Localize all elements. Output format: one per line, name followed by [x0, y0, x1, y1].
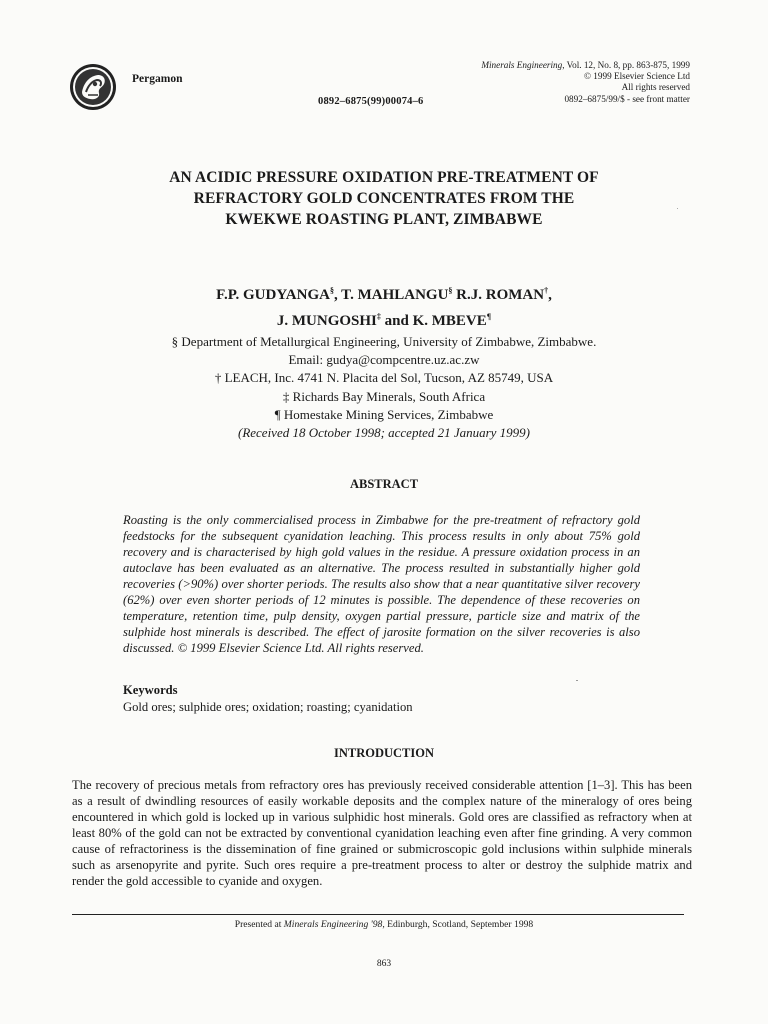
- title-line-2: REFRACTORY GOLD CONCENTRATES FROM THE: [193, 190, 575, 207]
- footnote-divider: [72, 914, 684, 915]
- article-doi: 0892–6875(99)00074–6: [318, 96, 424, 107]
- affiliation-line: § Department of Metallurgical Engineering, University of Zimbabwe, Zimbabwe.: [171, 334, 597, 349]
- issn-line: 0892–6875/99/$ - see front matter: [564, 93, 690, 104]
- abstract-text: Roasting is the only commercialised process in Zimbabwe for the pre-treatment of refractory gold feedstocks for the subsequent cyanidation leaching. This process results in only about 75% gold recovery and is characterised by high gold values in the residue. A pressure oxidation process in an autoclave has been evaluated as an alternative. The process resulted in substantially higher gold recoveries (>90%) over shorter periods. The results also show that a near quantitative silver recovery (62%) over even shorter periods of 12 minutes is possible. The dependence of these recoveries on temperature, retention time, pulp density, oxygen partial pressure, particle size and matrix of the sulphide host minerals is described. The effect of jarosite formation on the silver recoveries is also discussed. © 1999 Elsevier Science Ltd. All rights reserved.: [123, 513, 640, 655]
- authors-line-1: [0, 280, 768, 306]
- keywords-heading: Keywords: [123, 683, 178, 697]
- author-name: J. MUNGOSHI: [276, 313, 377, 329]
- author-name: , T. MAHLANGU: [333, 287, 449, 303]
- footnote-conference: Minerals Engineering '98: [283, 919, 383, 930]
- journal-name: Minerals Engineering: [481, 60, 563, 70]
- introduction-heading: INTRODUCTION: [333, 746, 434, 760]
- author-mark: †: [544, 286, 549, 295]
- publisher-name: Pergamon: [132, 73, 183, 85]
- journal-citation: [481, 60, 690, 71]
- footnote: [0, 919, 768, 930]
- title-line-1: AN ACIDIC PRESSURE OXIDATION PRE-TREATMENT OF: [169, 169, 599, 186]
- author-name: F.P. GUDYANGA: [216, 287, 330, 303]
- abstract-heading: ABSTRACT: [349, 477, 419, 491]
- email-line: Email: gudya@compcentre.uz.ac.zw: [288, 352, 480, 368]
- journal-volume: , Vol. 12, No. 8, pp. 863-875, 1999: [562, 60, 690, 70]
- author-list: [0, 280, 768, 332]
- author-name: R.J. ROMAN: [452, 287, 545, 303]
- author-mark: §: [448, 286, 453, 295]
- journal-info: [481, 60, 690, 105]
- scan-speck: [576, 680, 578, 681]
- footnote-suffix: , Edinburgh, Scotland, September 1998: [382, 919, 534, 930]
- author-mark: ¶: [486, 312, 492, 321]
- author-separator: ,: [548, 287, 552, 303]
- author-name: and K. MBEVE: [380, 313, 487, 329]
- affiliation-line: † LEACH, Inc. 4741 N. Placita del Sol, Tucson, AZ 85749, USA: [214, 370, 554, 386]
- introduction-text: The recovery of precious metals from refractory ores has previously received considerable attention [1–3]. This has been as a result of dwindling resources of easily workable deposits and the complex nature of the mineralogy of ores being encountered in which gold is locked up in various sulphidic host minerals. Gold ores are classified as refractory when at least 80% of the gold can not be extracted by conventional cyanidation leaching even after fine grinding. A very common cause of refractoriness is the dissemination of fine grained or submicroscopic gold inclusions within sulphide minerals such as arsenopyrite and pyrite. Such ores require a pre-treatment process to alter or destroy the sulphide matrix and render the gold accessible to cyanide and oxygen.: [72, 778, 692, 888]
- keywords-list: Gold ores; sulphide ores; oxidation; roasting; cyanidation: [123, 700, 413, 714]
- affiliation-line: ‡ Richards Bay Minerals, South Africa: [282, 388, 486, 404]
- affiliations: [0, 333, 768, 442]
- scan-speck: [677, 208, 678, 209]
- copyright-line: © 1999 Elsevier Science Ltd: [584, 71, 690, 82]
- footnote-prefix: Presented at: [234, 919, 284, 930]
- rights-line: All rights reserved: [621, 82, 690, 93]
- authors-line-2: [0, 306, 768, 332]
- received-dates: (Received 18 October 1998; accepted 21 January 1999): [237, 425, 531, 441]
- affiliation-line: ¶ Homestake Mining Services, Zimbabwe: [274, 406, 494, 422]
- title-line-3: KWEKWE ROASTING PLANT, ZIMBABWE: [225, 211, 543, 228]
- publisher-logo: [68, 62, 118, 112]
- author-mark: ‡: [376, 312, 381, 321]
- paper-title: [0, 167, 768, 230]
- author-mark: §: [329, 286, 334, 295]
- page-number: 863: [376, 959, 392, 969]
